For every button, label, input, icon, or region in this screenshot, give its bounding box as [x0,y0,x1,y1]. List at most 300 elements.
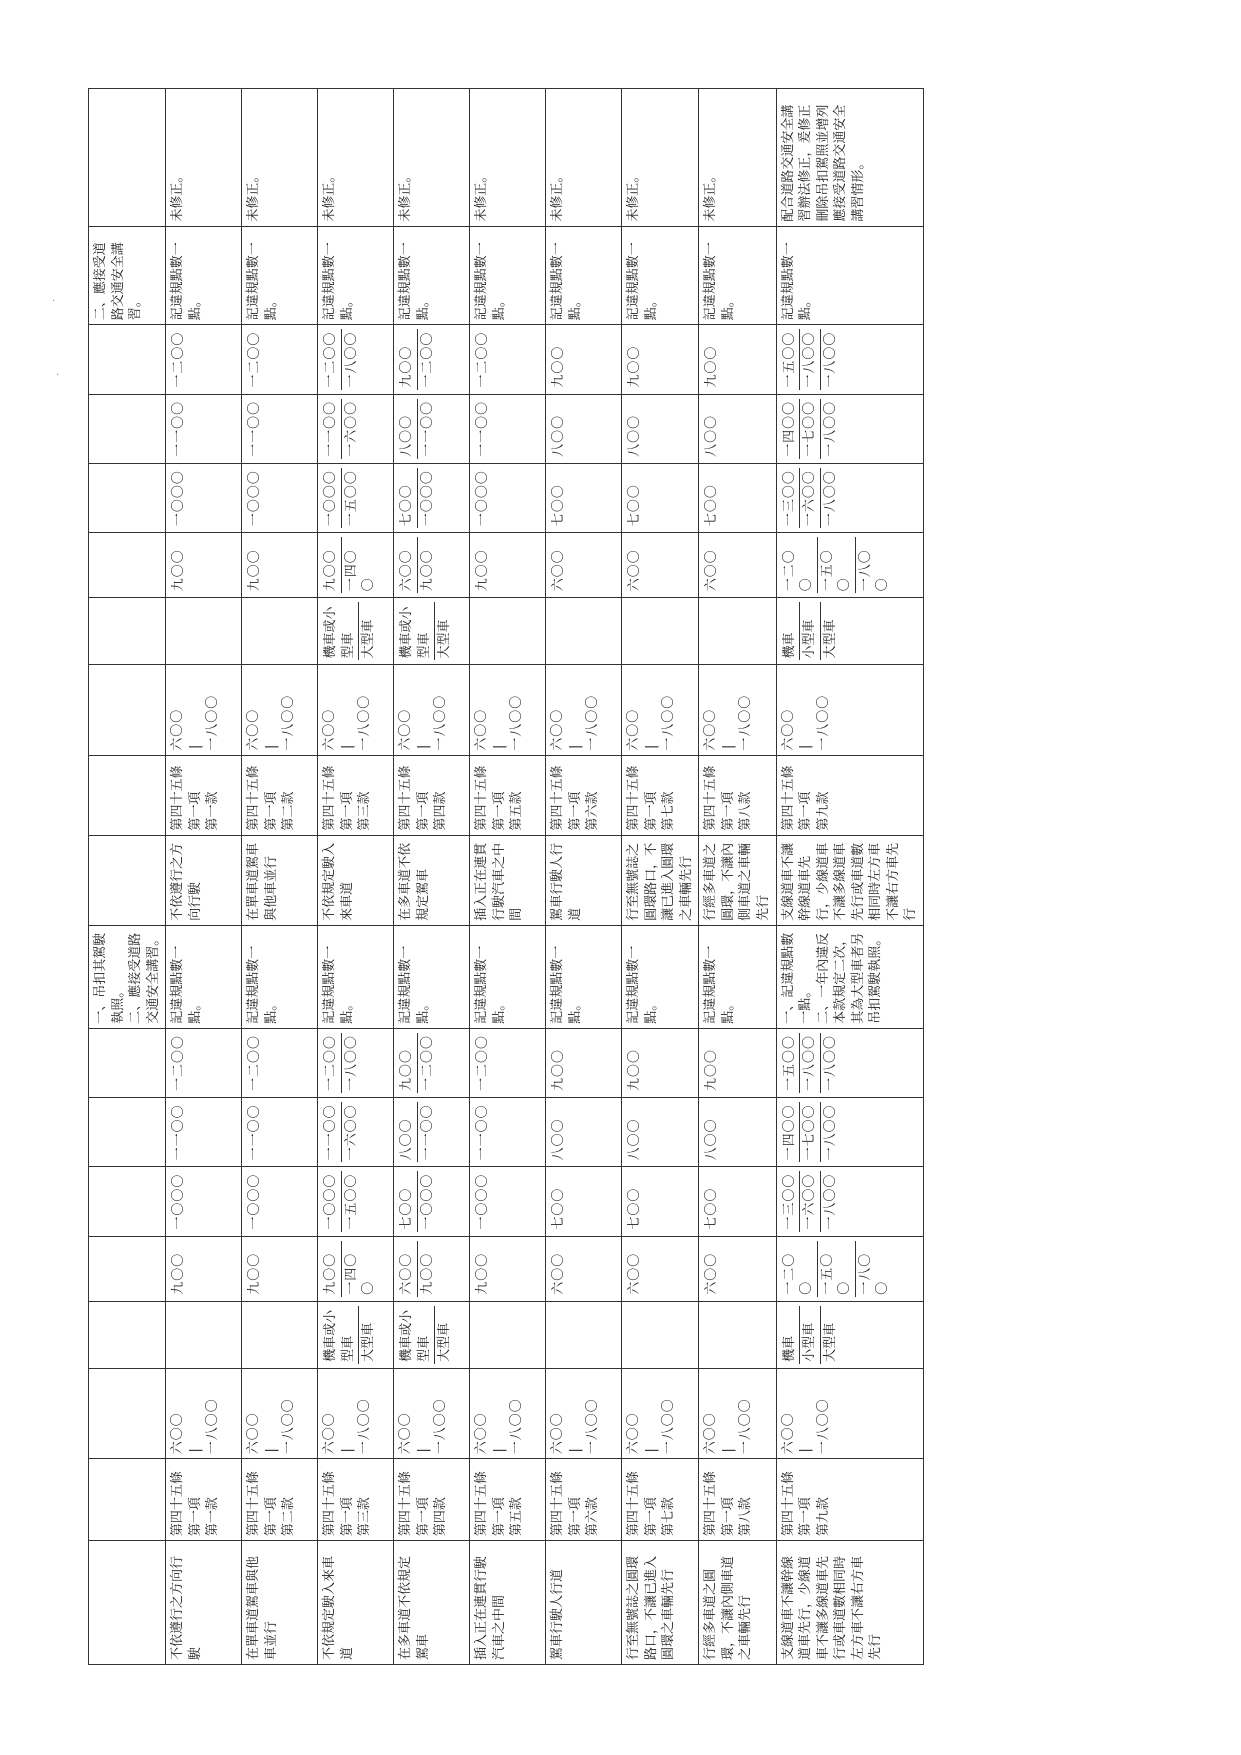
table-row [622,89,699,1665]
fine-amount-cell-value: 六〇〇 [627,1252,643,1295]
fine-amount-cell-value: 九〇〇 [247,1252,263,1295]
fine-amount-cell-value: 一八〇〇 [820,1171,841,1231]
new-fine-amount-cell-value: 六〇〇 [627,549,643,592]
vehicle-type-cell-value: 大型車 [358,1306,379,1364]
fine-amount-cell-value: 八〇〇 [627,1118,643,1161]
article-cell: 第四十五條 第一項 第九款 [776,1459,923,1541]
fine-comparison-table [88,88,924,1665]
new-points-cell: 記違規點數一點。 [242,226,318,325]
new-fine-amount-cell-value: 九〇〇 [171,549,187,592]
new-fine-amount-cell-value: 一八〇〇 [341,329,362,389]
new-fine-amount-cell-value: 一六〇〇 [799,468,820,528]
behavior-cell: 不依規定駛入來車道 [318,1541,394,1665]
new-fine-amount-cell-value: 八〇〇 [551,414,567,457]
article-cell: 第四十五條 第一項 第四款 [394,1459,470,1541]
fine-amount-cell-value: 一四〇〇 [781,1104,797,1161]
new-fine-amount-cell-value: 一八〇〇 [855,537,893,593]
note-cell: 未修正。 [470,89,546,227]
new-fine-amount-cell-value: 一五〇〇 [781,331,797,388]
new-fine-amount-cell [242,533,318,598]
new-fine-amount-cell [622,394,699,463]
fine-amount-cell-value: 九〇〇 [399,1049,415,1092]
fine-amount-cell [546,1236,622,1301]
fine-amount-cell-value: 一〇〇〇 [323,1173,339,1230]
new-fine-range-cell: 六〇〇 | 一八〇〇 [699,665,776,755]
new-fine-amount-cell-value: 九〇〇 [704,345,720,388]
new-fine-amount-cell [546,394,622,463]
fine-amount-cell [622,1028,699,1097]
new-fine-amount-cell-value: 九〇〇 [627,345,643,388]
scan-speck: · [56,370,60,381]
fine-amount-cell [166,1236,242,1301]
new-fine-amount-cell [622,463,699,532]
behavior-cell: 駕車行駛人行道 [546,1541,622,1665]
fine-amount-cell-value: 八〇〇 [551,1118,567,1161]
old-penalty-heading: 一、吊扣其駕駛執照。 二、應接受道路交通安全講習。 [89,925,166,1028]
fine-amount-cell-value: 一四〇〇 [341,1241,379,1297]
table-row [699,89,776,1665]
new-vehicle-type-cell [242,598,318,665]
new-points-cell: 記違規點數一點。 [776,226,923,325]
new-fine-amount-cell-value: 一五〇〇 [817,537,855,593]
note-cell: 未修正。 [318,89,394,227]
fine-range-cell: 六〇〇 | 一八〇〇 [394,1368,470,1458]
new-fine-amount-cell-value: 一七〇〇 [799,399,820,459]
new-fine-amount-cell-value: 一〇〇〇 [417,468,438,528]
fine-amount-cell [546,1167,622,1236]
new-article-cell: 第四十五條 第一項 第九款 [776,755,923,835]
fine-amount-cell [546,1098,622,1167]
fine-range-cell: 六〇〇 | 一八〇〇 [318,1368,394,1458]
new-fine-amount-cell-value: 一一〇〇 [323,400,339,457]
old-points-cell: 記違規點數一點。 [318,925,394,1028]
new-fine-amount-cell-value: 一三〇〇 [781,470,797,527]
behavior-cell: 不依遵行之方向行駛 [166,1541,242,1665]
new-vehicle-type-cell [622,598,699,665]
article-cell: 第四十五條 第一項 第八款 [699,1459,776,1541]
new-fine-amount-cell-value: 一二〇〇 [781,549,815,592]
new-vehicle-type-cell-value: 機車 [781,632,797,659]
article-cell: 第四十五條 第一項 第五款 [470,1459,546,1541]
fine-amount-cell-value: 一八〇〇 [799,1033,820,1093]
new-behavior-cell: 不依遵行之方向行駛 [166,835,242,925]
fine-amount-cell-value: 九〇〇 [475,1252,491,1295]
vehicle-type-cell [546,1301,622,1368]
old-points-cell: 記違規點數一點。 [622,925,699,1028]
new-fine-amount-cell-value: 六〇〇 [551,549,567,592]
new-article-cell: 第四十五條 第一項 第八款 [699,755,776,835]
new-points-cell: 記違規點數一點。 [546,226,622,325]
fine-amount-cell-value: 一五〇〇 [781,1035,797,1092]
fine-amount-cell [242,1167,318,1236]
fine-range-cell: 六〇〇 | 一八〇〇 [699,1368,776,1458]
fine-amount-cell [242,1098,318,1167]
fine-amount-cell [699,1098,776,1167]
fine-amount-cell-value: 九〇〇 [323,1252,339,1295]
new-fine-amount-cell-value: 一二〇〇 [247,331,263,388]
new-fine-amount-cell [394,325,470,394]
fine-amount-cell [166,1167,242,1236]
new-fine-amount-cell-value: 一一〇〇 [171,400,187,457]
new-vehicle-type-cell [776,598,923,665]
fine-amount-cell-value: 一一〇〇 [171,1104,187,1161]
fine-amount-cell-value: 一六〇〇 [799,1171,820,1231]
new-behavior-cell: 在多車道不依規定駕車 [394,835,470,925]
new-vehicle-type-cell [699,598,776,665]
new-fine-range-cell: 六〇〇 | 一八〇〇 [776,665,923,755]
new-vehicle-type-cell-value: 大型車 [820,602,841,660]
fine-amount-cell-value: 一二〇〇 [323,1035,339,1092]
new-fine-amount-cell [318,533,394,598]
fine-amount-cell-value: 一一〇〇 [475,1104,491,1161]
old-points-cell: 記違規點數一點。 [470,925,546,1028]
fine-amount-cell [470,1098,546,1167]
new-vehicle-type-cell [318,598,394,665]
fine-amount-cell [776,1236,923,1301]
fine-range-cell: 六〇〇 | 一八〇〇 [470,1368,546,1458]
vehicle-type-cell-value: 大型車 [434,1306,455,1364]
fine-amount-cell-value: 一八〇〇 [820,1102,841,1162]
new-vehicle-type-cell [470,598,546,665]
fine-amount-cell-value: 一二〇〇 [417,1033,438,1093]
new-fine-range-cell: 六〇〇 | 一八〇〇 [622,665,699,755]
new-vehicle-type-cell [166,598,242,665]
behavior-cell: 行至無號誌之圓環路口，不讓已進入圓環之車輛先行 [622,1541,699,1665]
fine-amount-cell [546,1028,622,1097]
note-cell: 未修正。 [622,89,699,227]
note-cell: 未修正。 [166,89,242,227]
new-fine-amount-cell-value: 一〇〇〇 [475,470,491,527]
table-row [242,89,318,1665]
fine-amount-cell-value: 七〇〇 [627,1187,643,1230]
fine-amount-cell [166,1028,242,1097]
new-article-cell: 第四十五條 第一項 第七款 [622,755,699,835]
new-behavior-cell: 在單車道駕車與他車並行 [242,835,318,925]
new-fine-amount-cell [622,325,699,394]
fine-amount-cell-value: 一一〇〇 [247,1104,263,1161]
new-fine-amount-cell-value: 七〇〇 [399,484,415,527]
new-penalty-heading: 二、應接受道路交通安全講習。 [89,226,166,325]
new-fine-amount-cell-value: 七〇〇 [627,484,643,527]
behavior-cell: 行經多車道之圓環，不讓內側車道之車輛先行 [699,1541,776,1665]
behavior-cell: 在多車道不依規定駕車 [394,1541,470,1665]
fine-amount-cell-value: 一七〇〇 [799,1102,820,1162]
new-fine-amount-cell [394,533,470,598]
fine-amount-cell-value: 七〇〇 [551,1187,567,1230]
new-fine-amount-cell [470,325,546,394]
new-vehicle-type-cell-value: 大型車 [358,602,379,660]
new-fine-range-cell: 六〇〇 | 一八〇〇 [546,665,622,755]
fine-amount-cell [394,1167,470,1236]
fine-amount-cell-value: 一八〇〇 [820,1033,841,1093]
new-fine-amount-cell [699,325,776,394]
fine-range-cell: 六〇〇 | 一八〇〇 [622,1368,699,1458]
table-row [470,89,546,1665]
new-article-cell: 第四十五條 第一項 第一款 [166,755,242,835]
fine-amount-cell-value: 六〇〇 [399,1252,415,1295]
new-fine-amount-cell-value: 一一〇〇 [417,399,438,459]
fine-amount-cell [699,1028,776,1097]
new-fine-amount-cell [699,533,776,598]
new-fine-amount-cell-value: 一二〇〇 [323,331,339,388]
fine-amount-cell [699,1236,776,1301]
new-fine-amount-cell [776,394,923,463]
new-fine-amount-cell [699,463,776,532]
article-cell: 第四十五條 第一項 第六款 [546,1459,622,1541]
article-cell: 第四十五條 第一項 第三款 [318,1459,394,1541]
new-article-cell: 第四十五條 第一項 第五款 [470,755,546,835]
new-fine-amount-cell-value: 九〇〇 [323,549,339,592]
new-fine-amount-cell-value: 八〇〇 [627,414,643,457]
fine-amount-cell [166,1098,242,1167]
fine-amount-cell-value: 一〇〇〇 [475,1173,491,1230]
new-fine-amount-cell-value: 六〇〇 [704,549,720,592]
old-points-cell: 一、記違規點數一點。 二、一年內違反本款規定二次，其為大型車者另吊扣駕駛執照。 [776,925,923,1028]
article-cell: 第四十五條 第一項 第二款 [242,1459,318,1541]
new-vehicle-type-cell-value: 小型車 [799,602,820,660]
new-fine-amount-cell [470,533,546,598]
fine-amount-cell [242,1236,318,1301]
new-fine-amount-cell-value: 九〇〇 [417,537,438,593]
new-points-cell: 記違規點數一點。 [394,226,470,325]
scan-speck: · [52,296,56,307]
table-row [776,89,923,1665]
fine-amount-cell [318,1167,394,1236]
vehicle-type-cell [470,1301,546,1368]
new-fine-amount-cell-value: 一一〇〇 [475,400,491,457]
new-fine-amount-cell-value: 一〇〇〇 [171,470,187,527]
new-fine-range-cell: 六〇〇 | 一八〇〇 [394,665,470,755]
new-article-cell: 第四十五條 第一項 第二款 [242,755,318,835]
fine-amount-cell-value: 一二〇〇 [475,1035,491,1092]
new-fine-amount-cell-value: 一二〇〇 [417,329,438,389]
vehicle-type-cell-value: 機車 [781,1335,797,1362]
header-row [89,89,166,1665]
new-fine-amount-cell [546,463,622,532]
new-fine-amount-cell-value: 一二〇〇 [171,331,187,388]
new-vehicle-type-cell [394,598,470,665]
new-fine-amount-cell-value: 一〇〇〇 [247,470,263,527]
new-fine-amount-cell-value: 一二〇〇 [475,331,491,388]
new-fine-amount-cell-value: 一八〇〇 [820,399,841,459]
new-fine-amount-cell [242,394,318,463]
new-fine-amount-cell [394,463,470,532]
fine-amount-cell [776,1167,923,1236]
new-fine-amount-cell-value: 一〇〇〇 [323,470,339,527]
new-fine-range-cell: 六〇〇 | 一八〇〇 [242,665,318,755]
note-cell: 未修正。 [546,89,622,227]
fine-amount-cell-value: 七〇〇 [704,1187,720,1230]
new-vehicle-type-cell [546,598,622,665]
fine-amount-cell-value: 一二〇〇 [171,1035,187,1092]
new-fine-amount-cell [776,533,923,598]
note-cell: 配合道路交通安全講習辦法修正，爰修正刪除吊扣駕照並增列應接受道路交通安全講習情形。 [776,89,923,227]
new-vehicle-type-cell-value: 大型車 [434,602,455,660]
new-article-cell: 第四十五條 第一項 第三款 [318,755,394,835]
fine-amount-cell-value: 六〇〇 [704,1252,720,1295]
fine-range-cell: 六〇〇 | 一八〇〇 [776,1368,923,1458]
new-fine-amount-cell-value: 一八〇〇 [820,468,841,528]
new-fine-amount-cell [470,463,546,532]
vehicle-type-cell [242,1301,318,1368]
new-points-cell: 記違規點數一點。 [318,226,394,325]
fine-amount-cell [318,1098,394,1167]
vehicle-type-cell [776,1301,923,1368]
fine-amount-cell [470,1167,546,1236]
fine-amount-cell [318,1028,394,1097]
new-article-cell: 第四十五條 第一項 第六款 [546,755,622,835]
fine-amount-cell [622,1098,699,1167]
vehicle-type-cell [622,1301,699,1368]
new-behavior-cell: 行經多車道之圓環，不讓內側車道之車輛先行 [699,835,776,925]
new-fine-amount-cell [166,394,242,463]
fine-amount-cell-value: 一二〇〇 [781,1252,815,1295]
new-behavior-cell: 插入正在連貫行駛汽車之中間 [470,835,546,925]
new-fine-amount-cell-value: 一五〇〇 [341,468,362,528]
fine-amount-cell [394,1236,470,1301]
fine-amount-cell-value: 一五〇〇 [817,1241,855,1297]
behavior-cell: 在單車道駕車與他車並行 [242,1541,318,1665]
new-fine-amount-cell-value: 八〇〇 [399,414,415,457]
vehicle-type-cell [318,1301,394,1368]
new-fine-amount-cell-value: 九〇〇 [399,345,415,388]
note-cell: 未修正。 [242,89,318,227]
vehicle-type-cell-value: 機車或小型車 [399,1309,432,1362]
new-fine-amount-cell-value: 九〇〇 [475,549,491,592]
old-points-cell: 記違規點數一點。 [546,925,622,1028]
new-fine-amount-cell-value: 九〇〇 [551,345,567,388]
fine-amount-cell-value: 一五〇〇 [341,1171,362,1231]
new-points-cell: 記違規點數一點。 [470,226,546,325]
old-points-cell: 記違規點數一點。 [699,925,776,1028]
vehicle-type-cell-value: 機車或小型車 [323,1309,356,1362]
new-fine-amount-cell [318,463,394,532]
new-points-cell: 記違規點數一點。 [699,226,776,325]
new-fine-amount-cell-value: 一四〇〇 [341,537,379,593]
fine-amount-cell [470,1028,546,1097]
new-fine-amount-cell-value: 一一〇〇 [247,400,263,457]
vehicle-type-cell [394,1301,470,1368]
new-fine-amount-cell-value: 九〇〇 [247,549,263,592]
new-fine-amount-cell-value: 一八〇〇 [799,329,820,389]
new-fine-range-cell: 六〇〇 | 一八〇〇 [470,665,546,755]
new-fine-amount-cell [318,325,394,394]
fine-amount-cell [776,1028,923,1097]
fine-amount-cell-value: 九〇〇 [171,1252,187,1295]
fine-amount-cell [776,1098,923,1167]
table-row [394,89,470,1665]
new-fine-amount-cell-value: 一四〇〇 [781,400,797,457]
new-behavior-cell: 支線道車不讓幹線道車先行，少線道車不讓多線道車先行或車道數相同時左方車不讓右方車先行 [776,835,923,925]
new-fine-amount-cell [166,463,242,532]
old-points-cell: 記違規點數一點。 [166,925,242,1028]
behavior-cell: 插入正在連貫行駛汽車之中間 [470,1541,546,1665]
fine-amount-cell-value: 一六〇〇 [341,1102,362,1162]
fine-amount-cell-value: 八〇〇 [704,1118,720,1161]
new-fine-amount-cell [776,463,923,532]
fine-amount-cell [394,1028,470,1097]
new-vehicle-type-cell-value: 機車或小型車 [399,606,432,659]
new-points-cell: 記違規點數一點。 [622,226,699,325]
fine-amount-cell [622,1167,699,1236]
fine-amount-cell [242,1028,318,1097]
fine-amount-cell-value: 七〇〇 [399,1187,415,1230]
table-row [166,89,242,1665]
fine-amount-cell-value: 一〇〇〇 [247,1173,263,1230]
new-fine-amount-cell [546,325,622,394]
vehicle-type-cell-value: 大型車 [820,1306,841,1364]
new-vehicle-type-cell-value: 機車或小型車 [323,606,356,659]
fine-amount-cell-value: 九〇〇 [704,1049,720,1092]
fine-amount-cell-value: 九〇〇 [627,1049,643,1092]
new-points-cell: 記違規點數一點。 [166,226,242,325]
fine-amount-cell-value: 一三〇〇 [781,1173,797,1230]
behavior-cell: 支線道車不讓幹線道車先行，少線道車不讓多線道車先行或車道數相同時左方車不讓右方車先行 [776,1541,923,1665]
fine-amount-cell-value: 一一〇〇 [323,1104,339,1161]
new-fine-amount-cell [242,463,318,532]
new-fine-amount-cell-value: 六〇〇 [399,549,415,592]
new-fine-amount-cell [546,533,622,598]
article-cell: 第四十五條 第一項 第一款 [166,1459,242,1541]
new-behavior-cell: 行至無號誌之圓環路口，不讓已進入圓環之車輛先行 [622,835,699,925]
new-fine-amount-cell-value: 七〇〇 [551,484,567,527]
table-row [546,89,622,1665]
fine-amount-cell [470,1236,546,1301]
new-article-cell: 第四十五條 第一項 第四款 [394,755,470,835]
vehicle-type-cell [166,1301,242,1368]
new-fine-range-cell: 六〇〇 | 一八〇〇 [318,665,394,755]
vehicle-type-cell [699,1301,776,1368]
fine-range-cell: 六〇〇 | 一八〇〇 [166,1368,242,1458]
new-fine-amount-cell [776,325,923,394]
fine-amount-cell-value: 九〇〇 [551,1049,567,1092]
note-cell: 未修正。 [699,89,776,227]
new-fine-amount-cell-value: 一八〇〇 [820,329,841,389]
fine-amount-cell [394,1098,470,1167]
new-fine-amount-cell [166,325,242,394]
new-behavior-cell: 不依規定駛入來車道 [318,835,394,925]
new-fine-amount-cell-value: 七〇〇 [704,484,720,527]
new-fine-amount-cell [166,533,242,598]
fine-range-cell: 六〇〇 | 一八〇〇 [546,1368,622,1458]
new-fine-amount-cell [394,394,470,463]
new-fine-amount-cell [470,394,546,463]
fine-amount-cell [622,1236,699,1301]
new-fine-amount-cell-value: 八〇〇 [704,414,720,457]
new-fine-range-cell: 六〇〇 | 一八〇〇 [166,665,242,755]
vehicle-type-cell-value: 小型車 [799,1306,820,1364]
new-fine-amount-cell [318,394,394,463]
fine-amount-cell [699,1167,776,1236]
old-points-cell: 記違規點數一點。 [242,925,318,1028]
fine-amount-cell [318,1236,394,1301]
fine-amount-cell-value: 一〇〇〇 [417,1171,438,1231]
new-fine-amount-cell [622,533,699,598]
new-fine-amount-cell-value: 一六〇〇 [341,399,362,459]
new-fine-amount-cell [699,394,776,463]
old-points-cell: 記違規點數一點。 [394,925,470,1028]
fine-amount-cell-value: 九〇〇 [417,1241,438,1297]
new-behavior-cell: 駕車行駛人行道 [546,835,622,925]
fine-range-cell: 六〇〇 | 一八〇〇 [242,1368,318,1458]
table-row [318,89,394,1665]
fine-amount-cell-value: 一〇〇〇 [171,1173,187,1230]
fine-amount-cell-value: 一八〇〇 [855,1241,893,1297]
article-cell: 第四十五條 第一項 第七款 [622,1459,699,1541]
fine-amount-cell-value: 六〇〇 [551,1252,567,1295]
fine-amount-cell-value: 一二〇〇 [247,1035,263,1092]
note-cell: 未修正。 [394,89,470,227]
